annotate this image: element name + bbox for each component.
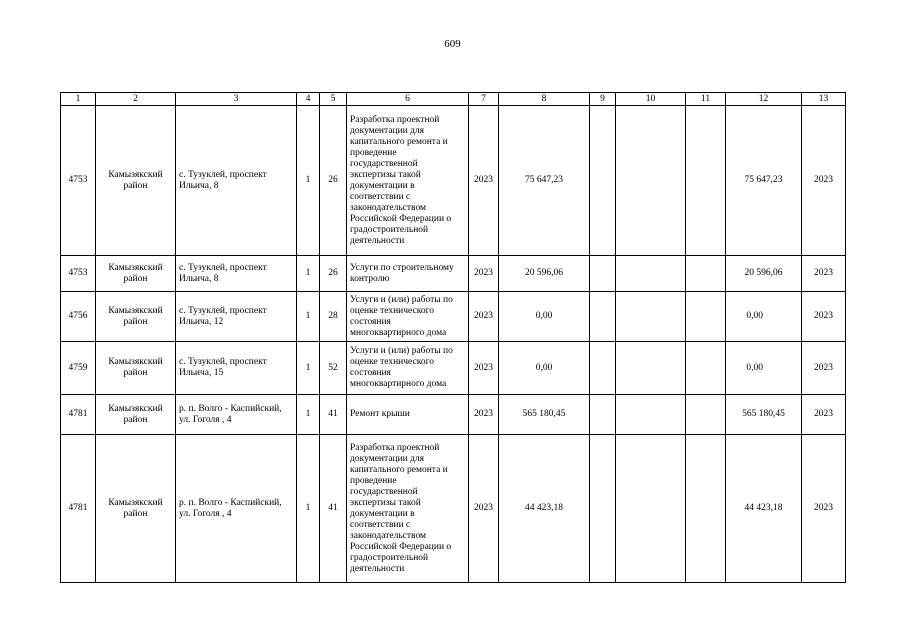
column-header: 8 — [499, 93, 590, 106]
year-cell: 2023 — [469, 292, 499, 342]
cell-col-4: 1 — [297, 106, 320, 256]
work-type-cell: Разработка проектной документации для капитального ремонта и проведение государственной экспертизы такой документации в соответствии с законодательством Российской Федерации о градостроительной деятельности — [347, 106, 469, 256]
column-header: 11 — [686, 93, 726, 106]
completion-year-cell: 2023 — [802, 342, 846, 395]
table-row — [61, 435, 846, 583]
column-header: 12 — [726, 93, 802, 106]
district-cell: Камызякский район — [96, 395, 176, 435]
district-cell: Камызякский район — [96, 435, 176, 583]
regional-cost-cell: 0,00 — [726, 292, 802, 342]
regional-cost-cell: 565 180,45 — [726, 395, 802, 435]
cell-col-5: 41 — [320, 435, 347, 583]
table-row — [61, 256, 846, 292]
cell-col-5: 41 — [320, 395, 347, 435]
cost-cell: 565 180,45 — [499, 395, 590, 435]
completion-year-cell: 2023 — [802, 256, 846, 292]
cell-col-10 — [616, 395, 686, 435]
regional-cost-cell: 44 423,18 — [726, 435, 802, 583]
completion-year-cell: 2023 — [802, 292, 846, 342]
district-cell: Камызякский район — [96, 342, 176, 395]
column-header: 7 — [469, 93, 499, 106]
cell-col-10 — [616, 106, 686, 256]
cell-col-9 — [590, 106, 616, 256]
row-number-cell: 4756 — [61, 292, 96, 342]
cost-cell: 20 596,06 — [499, 256, 590, 292]
regional-cost-cell: 20 596,06 — [726, 256, 802, 292]
cell-col-11 — [686, 395, 726, 435]
address-cell: с. Тузуклей, проспект Ильича, 8 — [176, 256, 297, 292]
cell-col-11 — [686, 342, 726, 395]
cell-col-4: 1 — [297, 256, 320, 292]
regional-cost-cell: 75 647,23 — [726, 106, 802, 256]
work-type-cell: Ремонт крыши — [347, 395, 469, 435]
row-number-cell: 4781 — [61, 435, 96, 583]
cell-col-5: 28 — [320, 292, 347, 342]
cell-col-10 — [616, 342, 686, 395]
column-header: 1 — [61, 93, 96, 106]
address-cell: р. п. Волго - Каспийский, ул. Гоголя , 4 — [176, 395, 297, 435]
cell-col-9 — [590, 342, 616, 395]
completion-year-cell: 2023 — [802, 395, 846, 435]
column-header: 2 — [96, 93, 176, 106]
column-header: 10 — [616, 93, 686, 106]
capital-repair-table — [60, 92, 846, 583]
column-header: 9 — [590, 93, 616, 106]
table-row — [61, 395, 846, 435]
column-header: 3 — [176, 93, 297, 106]
year-cell: 2023 — [469, 435, 499, 583]
cost-cell: 0,00 — [499, 292, 590, 342]
district-cell: Камызякский район — [96, 292, 176, 342]
cell-col-9 — [590, 395, 616, 435]
cost-cell: 75 647,23 — [499, 106, 590, 256]
row-number-cell: 4781 — [61, 395, 96, 435]
cell-col-11 — [686, 256, 726, 292]
row-number-cell: 4759 — [61, 342, 96, 395]
cell-col-9 — [590, 256, 616, 292]
row-number-cell: 4753 — [61, 106, 96, 256]
page-number: 609 — [444, 38, 461, 50]
table-row — [61, 342, 846, 395]
cell-col-11 — [686, 106, 726, 256]
cell-col-5: 26 — [320, 106, 347, 256]
table-row — [61, 292, 846, 342]
cell-col-10 — [616, 256, 686, 292]
cell-col-5: 26 — [320, 256, 347, 292]
row-number-cell: 4753 — [61, 256, 96, 292]
address-cell: с. Тузуклей, проспект Ильича, 12 — [176, 292, 297, 342]
address-cell: с. Тузуклей, проспект Ильича, 15 — [176, 342, 297, 395]
work-type-cell: Услуги по строительному контролю — [347, 256, 469, 292]
cell-col-10 — [616, 292, 686, 342]
address-cell: с. Тузуклей, проспект Ильича, 8 — [176, 106, 297, 256]
district-cell: Камызякский район — [96, 256, 176, 292]
column-header: 4 — [297, 93, 320, 106]
year-cell: 2023 — [469, 106, 499, 256]
completion-year-cell: 2023 — [802, 106, 846, 256]
cell-col-4: 1 — [297, 395, 320, 435]
column-header: 5 — [320, 93, 347, 106]
regional-cost-cell: 0,00 — [726, 342, 802, 395]
cost-cell: 0,00 — [499, 342, 590, 395]
table-row — [61, 106, 846, 256]
cell-col-9 — [590, 435, 616, 583]
cell-col-4: 1 — [297, 342, 320, 395]
work-type-cell: Разработка проектной документации для капитального ремонта и проведение государственной экспертизы такой документации в соответствии с законодательством Российской Федерации о градостроительной деятельности — [347, 435, 469, 583]
cell-col-4: 1 — [297, 435, 320, 583]
completion-year-cell: 2023 — [802, 435, 846, 583]
year-cell: 2023 — [469, 342, 499, 395]
column-header: 13 — [802, 93, 846, 106]
year-cell: 2023 — [469, 395, 499, 435]
cell-col-5: 52 — [320, 342, 347, 395]
cell-col-9 — [590, 292, 616, 342]
work-type-cell: Услуги и (или) работы по оценке технического состояния многоквартирного дома — [347, 292, 469, 342]
cell-col-11 — [686, 435, 726, 583]
district-cell: Камызякский район — [96, 106, 176, 256]
year-cell: 2023 — [469, 256, 499, 292]
cell-col-11 — [686, 292, 726, 342]
column-header: 6 — [347, 93, 469, 106]
address-cell: р. п. Волго - Каспийский, ул. Гоголя , 4 — [176, 435, 297, 583]
work-type-cell: Услуги и (или) работы по оценке технического состояния многоквартирного дома — [347, 342, 469, 395]
cell-col-10 — [616, 435, 686, 583]
column-number-header-row — [61, 93, 846, 106]
cost-cell: 44 423,18 — [499, 435, 590, 583]
cell-col-4: 1 — [297, 292, 320, 342]
